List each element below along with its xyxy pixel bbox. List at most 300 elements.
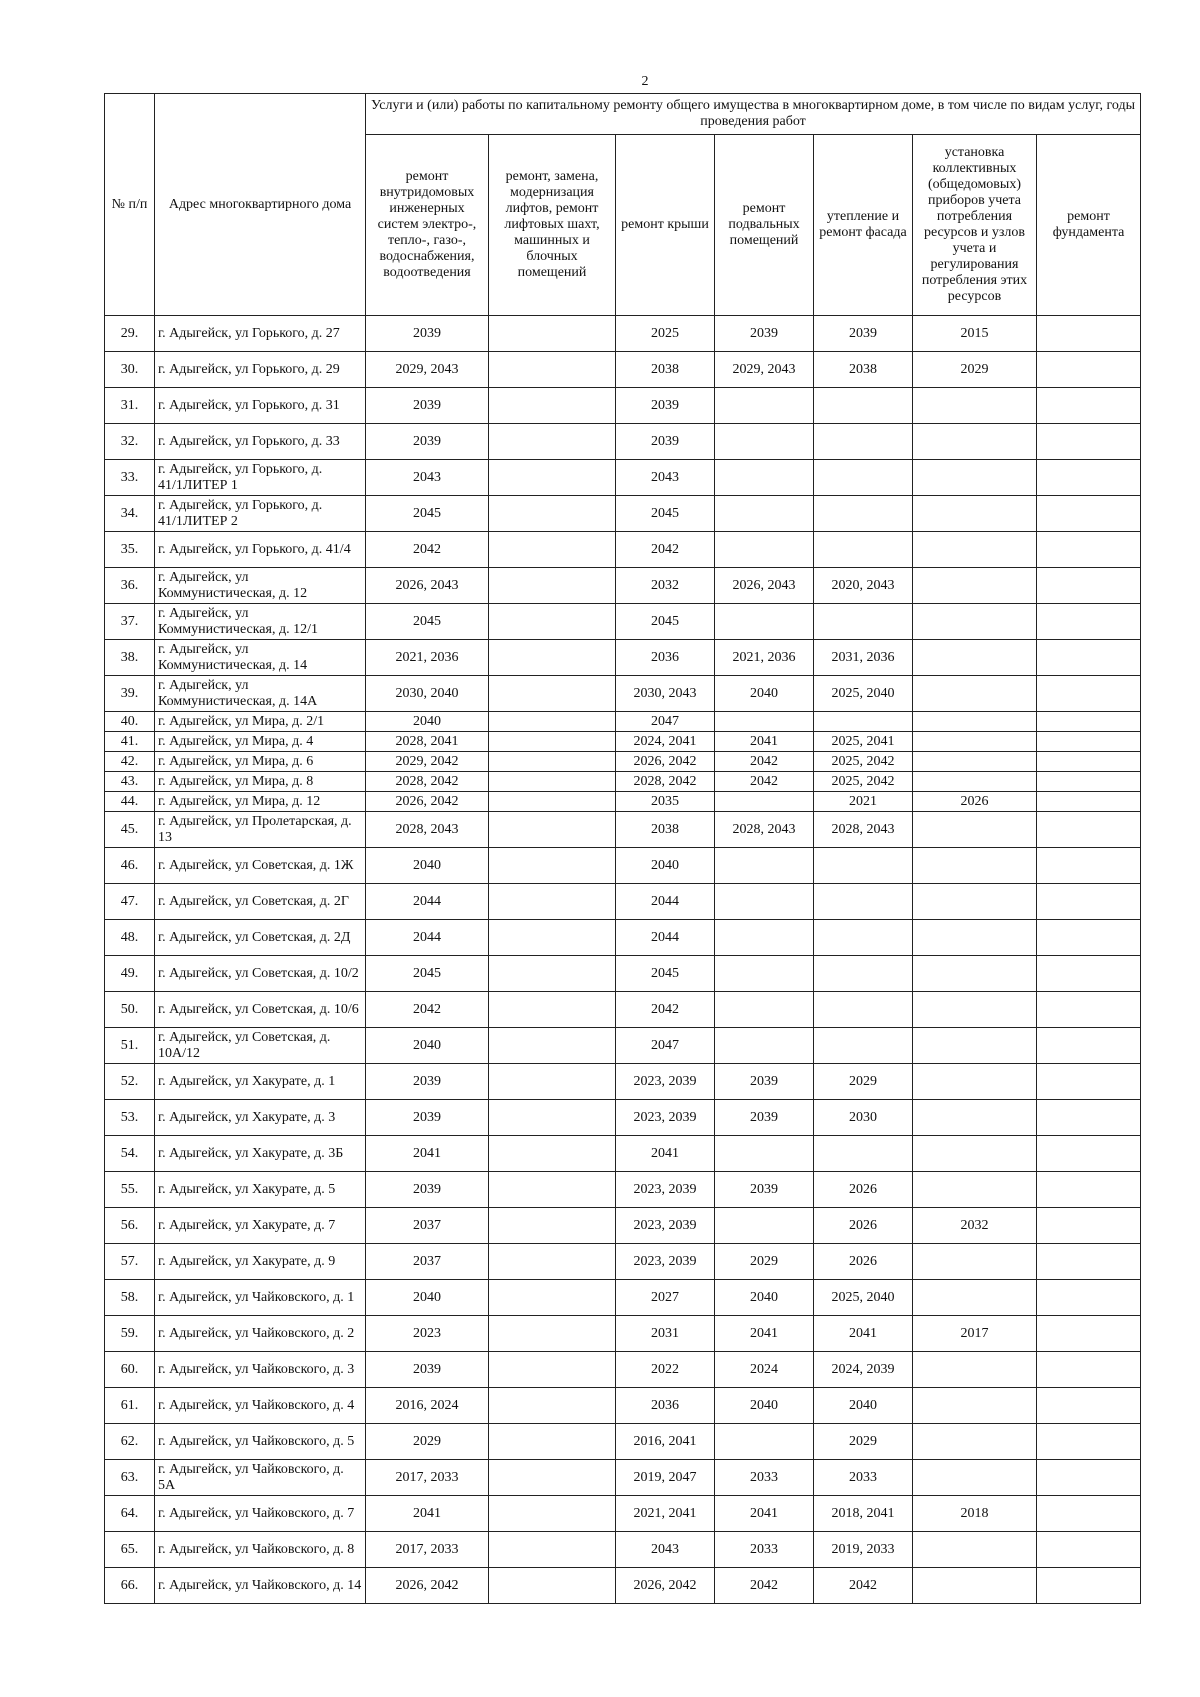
- cell-elevators: [489, 352, 616, 388]
- row-number: 58.: [105, 1280, 155, 1316]
- row-address: г. Адыгейск, ул Горького, д. 31: [155, 388, 366, 424]
- row-address: г. Адыгейск, ул Горького, д. 27: [155, 316, 366, 352]
- cell-foundation: [1037, 1100, 1141, 1136]
- row-number: 34.: [105, 496, 155, 532]
- row-address: г. Адыгейск, ул Мира, д. 4: [155, 732, 366, 752]
- cell-metering: [913, 1460, 1037, 1496]
- cell-metering: [913, 1100, 1037, 1136]
- cell-elevators: [489, 884, 616, 920]
- cell-facade: 2024, 2039: [814, 1352, 913, 1388]
- cell-facade: [814, 424, 913, 460]
- cell-elevators: [489, 848, 616, 884]
- cell-engineering: 2045: [366, 496, 489, 532]
- cell-facade: 2030: [814, 1100, 913, 1136]
- cell-engineering: 2029, 2042: [366, 752, 489, 772]
- cell-elevators: [489, 496, 616, 532]
- cell-foundation: [1037, 496, 1141, 532]
- cell-facade: [814, 712, 913, 732]
- row-address: г. Адыгейск, ул Коммунистическая, д. 12/1: [155, 604, 366, 640]
- cell-metering: [913, 676, 1037, 712]
- cell-engineering: 2044: [366, 884, 489, 920]
- cell-engineering: 2041: [366, 1136, 489, 1172]
- cell-roof: 2023, 2039: [616, 1064, 715, 1100]
- cell-foundation: [1037, 1208, 1141, 1244]
- cell-engineering: 2039: [366, 424, 489, 460]
- row-number: 39.: [105, 676, 155, 712]
- cell-foundation: [1037, 1172, 1141, 1208]
- cell-metering: 2032: [913, 1208, 1037, 1244]
- table-row: [105, 424, 1141, 460]
- cell-metering: [913, 848, 1037, 884]
- cell-foundation: [1037, 1388, 1141, 1424]
- cell-foundation: [1037, 604, 1141, 640]
- cell-roof: 2025: [616, 316, 715, 352]
- header-services-group: Услуги и (или) работы по капитальному ремонту общего имущества в многоквартирном доме, в том числе по видам услуг, годы проведения работ: [366, 94, 1141, 135]
- table-row: [105, 792, 1141, 812]
- cell-elevators: [489, 712, 616, 732]
- row-address: г. Адыгейск, ул Советская, д. 2Г: [155, 884, 366, 920]
- cell-basement: 2040: [715, 676, 814, 712]
- table-row: [105, 640, 1141, 676]
- cell-elevators: [489, 640, 616, 676]
- row-address: г. Адыгейск, ул Мира, д. 12: [155, 792, 366, 812]
- table-row: [105, 388, 1141, 424]
- row-number: 47.: [105, 884, 155, 920]
- cell-roof: 2030, 2043: [616, 676, 715, 712]
- row-address: г. Адыгейск, ул Коммунистическая, д. 14А: [155, 676, 366, 712]
- row-address: г. Адыгейск, ул Горького, д. 41/1ЛИТЕР 2: [155, 496, 366, 532]
- cell-roof: 2038: [616, 812, 715, 848]
- cell-foundation: [1037, 1028, 1141, 1064]
- cell-roof: 2026, 2042: [616, 752, 715, 772]
- cell-engineering: 2040: [366, 1028, 489, 1064]
- cell-basement: 2041: [715, 1316, 814, 1352]
- cell-roof: 2024, 2041: [616, 732, 715, 752]
- cell-metering: [913, 752, 1037, 772]
- row-address: г. Адыгейск, ул Хакурате, д. 5: [155, 1172, 366, 1208]
- cell-engineering: 2026, 2042: [366, 1568, 489, 1604]
- cell-metering: [913, 1532, 1037, 1568]
- cell-elevators: [489, 1136, 616, 1172]
- cell-foundation: [1037, 1136, 1141, 1172]
- cell-foundation: [1037, 848, 1141, 884]
- table-row: [105, 1136, 1141, 1172]
- cell-engineering: 2028, 2041: [366, 732, 489, 752]
- cell-basement: [715, 496, 814, 532]
- row-number: 43.: [105, 772, 155, 792]
- row-number: 42.: [105, 752, 155, 772]
- table-row: [105, 316, 1141, 352]
- cell-foundation: [1037, 1352, 1141, 1388]
- cell-elevators: [489, 604, 616, 640]
- cell-roof: 2045: [616, 604, 715, 640]
- cell-facade: 2025, 2042: [814, 772, 913, 792]
- row-address: г. Адыгейск, ул Горького, д. 33: [155, 424, 366, 460]
- cell-roof: 2044: [616, 884, 715, 920]
- cell-basement: 2029: [715, 1244, 814, 1280]
- cell-roof: 2043: [616, 460, 715, 496]
- cell-facade: 2041: [814, 1316, 913, 1352]
- cell-facade: 2029: [814, 1064, 913, 1100]
- header-engineering-systems: ремонт внутридомовых инженерных систем электро-, тепло-, газо-, водоснабжения, водоотведения: [366, 135, 489, 316]
- cell-elevators: [489, 1352, 616, 1388]
- row-address: г. Адыгейск, ул Чайковского, д. 5А: [155, 1460, 366, 1496]
- row-number: 31.: [105, 388, 155, 424]
- cell-foundation: [1037, 388, 1141, 424]
- cell-engineering: 2017, 2033: [366, 1460, 489, 1496]
- cell-elevators: [489, 1424, 616, 1460]
- cell-foundation: [1037, 460, 1141, 496]
- row-address: г. Адыгейск, ул Хакурате, д. 3: [155, 1100, 366, 1136]
- cell-basement: 2024: [715, 1352, 814, 1388]
- cell-metering: [913, 1028, 1037, 1064]
- table-row: [105, 1316, 1141, 1352]
- cell-facade: 2018, 2041: [814, 1496, 913, 1532]
- cell-roof: 2039: [616, 424, 715, 460]
- row-number: 44.: [105, 792, 155, 812]
- cell-facade: [814, 496, 913, 532]
- cell-metering: [913, 920, 1037, 956]
- cell-facade: 2038: [814, 352, 913, 388]
- row-number: 45.: [105, 812, 155, 848]
- table-row: [105, 604, 1141, 640]
- row-number: 29.: [105, 316, 155, 352]
- cell-foundation: [1037, 732, 1141, 752]
- table-row: [105, 1172, 1141, 1208]
- row-address: г. Адыгейск, ул Пролетарская, д. 13: [155, 812, 366, 848]
- cell-facade: [814, 532, 913, 568]
- cell-engineering: 2045: [366, 604, 489, 640]
- row-address: г. Адыгейск, ул Чайковского, д. 5: [155, 1424, 366, 1460]
- row-address: г. Адыгейск, ул Коммунистическая, д. 12: [155, 568, 366, 604]
- table-row: [105, 992, 1141, 1028]
- row-number: 59.: [105, 1316, 155, 1352]
- cell-elevators: [489, 792, 616, 812]
- page-number: 2: [641, 74, 649, 89]
- cell-elevators: [489, 956, 616, 992]
- cell-facade: [814, 992, 913, 1028]
- cell-basement: 2040: [715, 1280, 814, 1316]
- cell-facade: 2029: [814, 1424, 913, 1460]
- cell-engineering: 2039: [366, 388, 489, 424]
- cell-foundation: [1037, 1532, 1141, 1568]
- cell-elevators: [489, 732, 616, 752]
- cell-basement: [715, 1424, 814, 1460]
- cell-facade: 2031, 2036: [814, 640, 913, 676]
- cell-elevators: [489, 532, 616, 568]
- cell-metering: [913, 992, 1037, 1028]
- cell-engineering: 2044: [366, 920, 489, 956]
- row-address: г. Адыгейск, ул Мира, д. 2/1: [155, 712, 366, 732]
- cell-metering: [913, 732, 1037, 752]
- cell-basement: [715, 1136, 814, 1172]
- cell-basement: 2039: [715, 1100, 814, 1136]
- cell-engineering: 2037: [366, 1244, 489, 1280]
- cell-engineering: 2039: [366, 1172, 489, 1208]
- row-number: 46.: [105, 848, 155, 884]
- row-number: 55.: [105, 1172, 155, 1208]
- cell-foundation: [1037, 712, 1141, 732]
- cell-engineering: 2043: [366, 460, 489, 496]
- cell-roof: 2043: [616, 1532, 715, 1568]
- cell-roof: 2021, 2041: [616, 1496, 715, 1532]
- cell-foundation: [1037, 752, 1141, 772]
- cell-roof: 2023, 2039: [616, 1100, 715, 1136]
- cell-basement: 2021, 2036: [715, 640, 814, 676]
- cell-elevators: [489, 1532, 616, 1568]
- cell-facade: 2025, 2040: [814, 676, 913, 712]
- cell-roof: 2019, 2047: [616, 1460, 715, 1496]
- cell-elevators: [489, 424, 616, 460]
- row-address: г. Адыгейск, ул Мира, д. 8: [155, 772, 366, 792]
- cell-elevators: [489, 752, 616, 772]
- table-row: [105, 884, 1141, 920]
- cell-elevators: [489, 1496, 616, 1532]
- cell-basement: [715, 792, 814, 812]
- row-number: 40.: [105, 712, 155, 732]
- row-number: 63.: [105, 1460, 155, 1496]
- cell-basement: 2042: [715, 772, 814, 792]
- cell-facade: [814, 1028, 913, 1064]
- cell-facade: 2026: [814, 1172, 913, 1208]
- table-row: [105, 1460, 1141, 1496]
- cell-foundation: [1037, 920, 1141, 956]
- cell-facade: [814, 1136, 913, 1172]
- cell-roof: 2031: [616, 1316, 715, 1352]
- cell-elevators: [489, 772, 616, 792]
- header-num: № п/п: [105, 94, 155, 316]
- cell-facade: 2039: [814, 316, 913, 352]
- header-facade: утепление и ремонт фасада: [814, 135, 913, 316]
- row-number: 48.: [105, 920, 155, 956]
- cell-foundation: [1037, 812, 1141, 848]
- row-number: 35.: [105, 532, 155, 568]
- cell-facade: 2026: [814, 1244, 913, 1280]
- cell-engineering: 2039: [366, 1100, 489, 1136]
- cell-basement: [715, 1028, 814, 1064]
- header-basement: ремонт подвальных помещений: [715, 135, 814, 316]
- cell-roof: 2032: [616, 568, 715, 604]
- cell-elevators: [489, 1064, 616, 1100]
- cell-basement: [715, 460, 814, 496]
- table-row: [105, 920, 1141, 956]
- cell-elevators: [489, 1460, 616, 1496]
- cell-basement: [715, 388, 814, 424]
- cell-roof: 2023, 2039: [616, 1244, 715, 1280]
- cell-foundation: [1037, 640, 1141, 676]
- table-row: [105, 352, 1141, 388]
- cell-foundation: [1037, 316, 1141, 352]
- cell-basement: [715, 920, 814, 956]
- cell-basement: [715, 848, 814, 884]
- cell-facade: [814, 460, 913, 496]
- cell-metering: [913, 1280, 1037, 1316]
- cell-metering: [913, 884, 1037, 920]
- cell-basement: 2039: [715, 316, 814, 352]
- cell-foundation: [1037, 1064, 1141, 1100]
- cell-basement: [715, 532, 814, 568]
- table-row: [105, 1496, 1141, 1532]
- table-row: [105, 772, 1141, 792]
- cell-engineering: 2040: [366, 712, 489, 732]
- cell-facade: 2025, 2042: [814, 752, 913, 772]
- cell-basement: 2041: [715, 732, 814, 752]
- cell-foundation: [1037, 1424, 1141, 1460]
- cell-roof: 2023, 2039: [616, 1208, 715, 1244]
- cell-foundation: [1037, 884, 1141, 920]
- cell-foundation: [1037, 1460, 1141, 1496]
- cell-facade: 2040: [814, 1388, 913, 1424]
- table-row: [105, 1208, 1141, 1244]
- cell-basement: 2033: [715, 1532, 814, 1568]
- row-address: г. Адыгейск, ул Мира, д. 6: [155, 752, 366, 772]
- cell-roof: 2044: [616, 920, 715, 956]
- cell-engineering: 2026, 2043: [366, 568, 489, 604]
- cell-engineering: 2029: [366, 1424, 489, 1460]
- row-number: 60.: [105, 1352, 155, 1388]
- cell-roof: 2028, 2042: [616, 772, 715, 792]
- row-address: г. Адыгейск, ул Советская, д. 10/6: [155, 992, 366, 1028]
- cell-foundation: [1037, 772, 1141, 792]
- header-roof: ремонт крыши: [616, 135, 715, 316]
- cell-foundation: [1037, 1496, 1141, 1532]
- cell-roof: 2045: [616, 956, 715, 992]
- table-row: [105, 712, 1141, 732]
- row-address: г. Адыгейск, ул Советская, д. 10/2: [155, 956, 366, 992]
- cell-roof: 2040: [616, 848, 715, 884]
- table-row: [105, 956, 1141, 992]
- cell-foundation: [1037, 1316, 1141, 1352]
- cell-elevators: [489, 568, 616, 604]
- row-number: 41.: [105, 732, 155, 752]
- cell-basement: 2039: [715, 1172, 814, 1208]
- header-metering-devices: установка коллективных (общедомовых) приборов учета потребления ресурсов и узлов учета и регулирования потребления этих ресурсов: [913, 135, 1037, 316]
- cell-facade: 2020, 2043: [814, 568, 913, 604]
- cell-facade: [814, 956, 913, 992]
- cell-elevators: [489, 1316, 616, 1352]
- cell-metering: [913, 460, 1037, 496]
- row-address: г. Адыгейск, ул Чайковского, д. 1: [155, 1280, 366, 1316]
- row-address: г. Адыгейск, ул Горького, д. 41/1ЛИТЕР 1: [155, 460, 366, 496]
- cell-metering: [913, 1568, 1037, 1604]
- cell-engineering: 2042: [366, 992, 489, 1028]
- cell-roof: 2027: [616, 1280, 715, 1316]
- cell-foundation: [1037, 568, 1141, 604]
- row-address: г. Адыгейск, ул Советская, д. 1Ж: [155, 848, 366, 884]
- cell-basement: 2029, 2043: [715, 352, 814, 388]
- cell-roof: 2042: [616, 532, 715, 568]
- row-number: 66.: [105, 1568, 155, 1604]
- table-body: [105, 316, 1141, 1604]
- cell-roof: 2041: [616, 1136, 715, 1172]
- row-number: 32.: [105, 424, 155, 460]
- table-row: [105, 1424, 1141, 1460]
- cell-metering: [913, 812, 1037, 848]
- cell-foundation: [1037, 676, 1141, 712]
- cell-elevators: [489, 316, 616, 352]
- cell-facade: [814, 604, 913, 640]
- row-number: 36.: [105, 568, 155, 604]
- cell-metering: [913, 1424, 1037, 1460]
- row-number: 50.: [105, 992, 155, 1028]
- table-row: [105, 1100, 1141, 1136]
- cell-basement: 2039: [715, 1064, 814, 1100]
- cell-metering: 2018: [913, 1496, 1037, 1532]
- row-address: г. Адыгейск, ул Хакурате, д. 3Б: [155, 1136, 366, 1172]
- row-address: г. Адыгейск, ул Чайковского, д. 3: [155, 1352, 366, 1388]
- cell-foundation: [1037, 792, 1141, 812]
- cell-roof: 2023, 2039: [616, 1172, 715, 1208]
- cell-foundation: [1037, 992, 1141, 1028]
- cell-elevators: [489, 1568, 616, 1604]
- cell-facade: [814, 848, 913, 884]
- cell-engineering: 2041: [366, 1496, 489, 1532]
- cell-metering: [913, 1172, 1037, 1208]
- cell-metering: 2029: [913, 352, 1037, 388]
- cell-engineering: 2017, 2033: [366, 1532, 489, 1568]
- cell-roof: 2035: [616, 792, 715, 812]
- cell-elevators: [489, 676, 616, 712]
- row-number: 64.: [105, 1496, 155, 1532]
- table-row: [105, 848, 1141, 884]
- cell-foundation: [1037, 1244, 1141, 1280]
- cell-facade: 2042: [814, 1568, 913, 1604]
- cell-facade: 2026: [814, 1208, 913, 1244]
- table-row: [105, 1028, 1141, 1064]
- cell-engineering: 2040: [366, 848, 489, 884]
- row-address: г. Адыгейск, ул Коммунистическая, д. 14: [155, 640, 366, 676]
- cell-foundation: [1037, 1568, 1141, 1604]
- cell-elevators: [489, 812, 616, 848]
- cell-engineering: 2028, 2042: [366, 772, 489, 792]
- cell-metering: [913, 604, 1037, 640]
- cell-facade: [814, 920, 913, 956]
- cell-basement: [715, 424, 814, 460]
- table-row: [105, 1280, 1141, 1316]
- header-foundation: ремонт фундамента: [1037, 135, 1141, 316]
- cell-basement: 2026, 2043: [715, 568, 814, 604]
- cell-metering: 2015: [913, 316, 1037, 352]
- cell-foundation: [1037, 1280, 1141, 1316]
- cell-metering: [913, 388, 1037, 424]
- cell-facade: 2021: [814, 792, 913, 812]
- row-address: г. Адыгейск, ул Хакурате, д. 9: [155, 1244, 366, 1280]
- cell-basement: 2040: [715, 1388, 814, 1424]
- cell-elevators: [489, 1280, 616, 1316]
- cell-facade: [814, 884, 913, 920]
- cell-elevators: [489, 920, 616, 956]
- row-address: г. Адыгейск, ул Чайковского, д. 2: [155, 1316, 366, 1352]
- row-number: 62.: [105, 1424, 155, 1460]
- table-row: [105, 676, 1141, 712]
- cell-roof: 2042: [616, 992, 715, 1028]
- cell-facade: 2033: [814, 1460, 913, 1496]
- cell-metering: [913, 532, 1037, 568]
- table-row: [105, 1532, 1141, 1568]
- cell-engineering: 2039: [366, 1064, 489, 1100]
- row-address: г. Адыгейск, ул Советская, д. 10А/12: [155, 1028, 366, 1064]
- cell-basement: [715, 884, 814, 920]
- table-row: [105, 1568, 1141, 1604]
- cell-engineering: 2037: [366, 1208, 489, 1244]
- capital-repair-table: [104, 93, 1141, 1604]
- cell-engineering: 2021, 2036: [366, 640, 489, 676]
- cell-basement: [715, 956, 814, 992]
- row-number: 57.: [105, 1244, 155, 1280]
- cell-facade: 2028, 2043: [814, 812, 913, 848]
- table-row: [105, 496, 1141, 532]
- cell-elevators: [489, 1244, 616, 1280]
